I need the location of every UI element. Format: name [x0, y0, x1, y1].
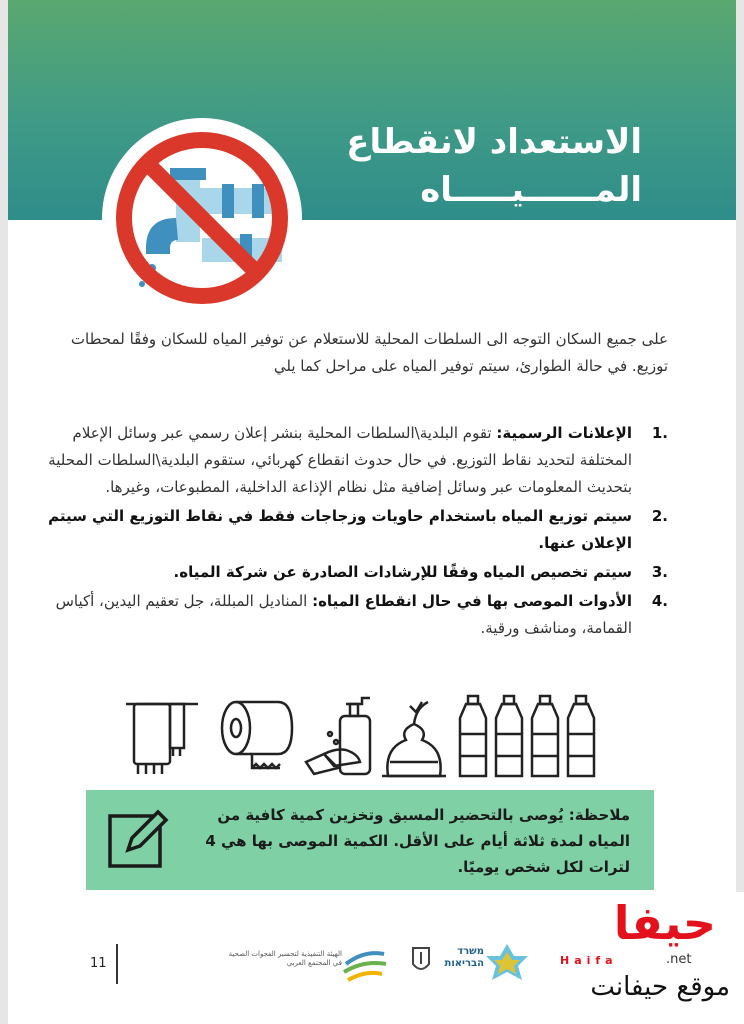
authority-logo-line-1: الهيئة التنفيذية لتجسير الفجوات الصحية — [228, 950, 342, 958]
list-item-heading: سيتم توزيع المياه باستخدام حاويات وزجاجات فقط في نقاط التوزيع التي سيتم الإعلان عنها. — [48, 507, 632, 552]
list-item-text: تقوم البلدية\السلطات المحلية بنشر إعلان رسمي عبر وسائل الإعلام المختلفة لتحديد نقاط التوزيع. في حال حدوث انقطاع كهربائي، ستقوم البلدية\السلطات المحلية بتحديث المعلومات عبر وسائل إضافية مثل نظام الإذاعة الداخلية، المطبوعات، وغيرها. — [48, 424, 632, 496]
trash-bag-icon — [382, 702, 446, 776]
list-item-number: 2. — [651, 507, 668, 525]
list-item-number: 3. — [651, 563, 668, 581]
list-item — [28, 420, 668, 501]
ministry-logo-text: משרד הבריאות — [444, 946, 484, 969]
authority-logo-text — [224, 950, 342, 968]
document-page — [8, 0, 736, 1024]
list-item-heading: الأدوات الموصى بها في حال انقطاع المياه: — [312, 592, 632, 610]
steps-list — [28, 420, 668, 644]
towel-icon — [126, 704, 198, 774]
no-water-tap-icon — [102, 118, 302, 318]
note-text: ملاحظة: يُوصى بالتحضير المسبق وتخزين كمية كافية من المياه لمدة ثلاثة أيام على الأقل. الكمية الموصى بها هي 4 لترات لكل شخص يوميًا. — [205, 806, 630, 876]
watermark-net: .net — [666, 952, 692, 967]
ministry-star-icon — [484, 942, 530, 982]
watermark-main: حيفا — [613, 896, 716, 950]
list-item — [28, 559, 668, 586]
page-number: 11 — [90, 956, 107, 971]
list-item-number: 1. — [651, 424, 668, 442]
list-item-number: 4. — [651, 592, 668, 610]
no-water-badge — [102, 118, 302, 318]
list-item-heading: سيتم تخصيص المياه وفقًا للإرشادات الصادرة عن شركة المياه. — [173, 563, 632, 581]
watermark-latin: Haifa — [560, 954, 618, 967]
water-bottles-icon — [460, 696, 594, 776]
state-emblem-icon — [410, 944, 432, 974]
list-item-text: المناديل المبللة، جل تعقيم اليدين، أكياس القمامة، ومناشف ورقية. — [55, 592, 632, 637]
watermark-sub: موقع حيفانت — [590, 972, 730, 1002]
list-item — [28, 503, 668, 557]
note-box — [86, 790, 654, 890]
intro-paragraph: على جميع السكان التوجه الى السلطات المحلية للاستعلام عن توفير المياه للسكان وفقًا لمحطات توزيع. في حالة الطوارئ، سيتم توفير المياه على مراحل كما يلي — [70, 330, 668, 375]
haifa-watermark — [556, 892, 744, 1024]
supplies-icons-row — [124, 694, 624, 780]
edit-note-icon — [104, 806, 172, 874]
footer-divider — [116, 944, 118, 984]
hand-sanitizer-icon — [306, 698, 370, 774]
list-item-heading: الإعلانات الرسمية: — [496, 424, 632, 442]
title-line-1: الاستعداد لانقطاع — [346, 122, 642, 162]
toilet-paper-icon — [222, 702, 292, 768]
authority-logo-line-2: في المجتمع العربي — [286, 959, 342, 967]
title-line-2: المــــــيـــــاه — [420, 170, 642, 210]
list-item — [28, 588, 668, 642]
